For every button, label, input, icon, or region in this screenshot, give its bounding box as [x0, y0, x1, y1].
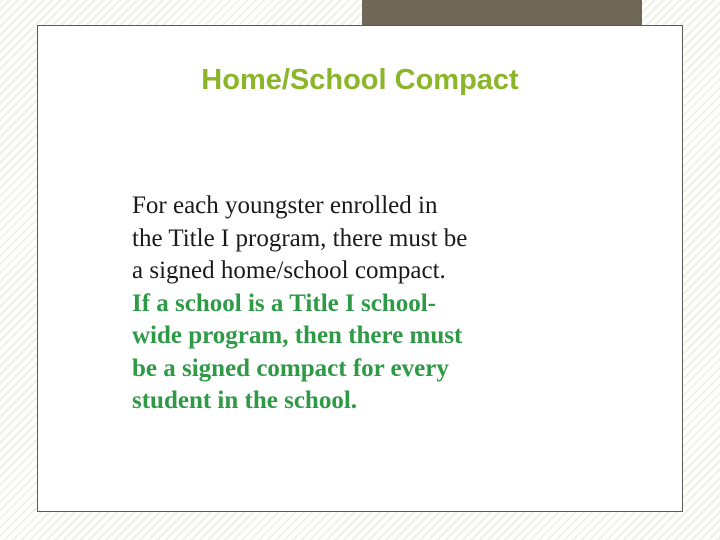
slide-title: Home/School Compact	[201, 64, 519, 96]
highlight-line-4: student in the school.	[132, 387, 358, 414]
body-line-2: the Title I program, there must be	[132, 224, 468, 252]
body-line-3: a signed home/school compact.	[132, 257, 446, 284]
highlight-line-1: If a school is a Title I school-	[132, 289, 436, 317]
highlight-line-2: wide program, then there must	[132, 322, 463, 349]
body-line-1: For each youngster enrolled in	[132, 192, 438, 219]
highlight-line-3: be a signed compact for every	[132, 354, 449, 382]
slide-body	[132, 190, 612, 418]
